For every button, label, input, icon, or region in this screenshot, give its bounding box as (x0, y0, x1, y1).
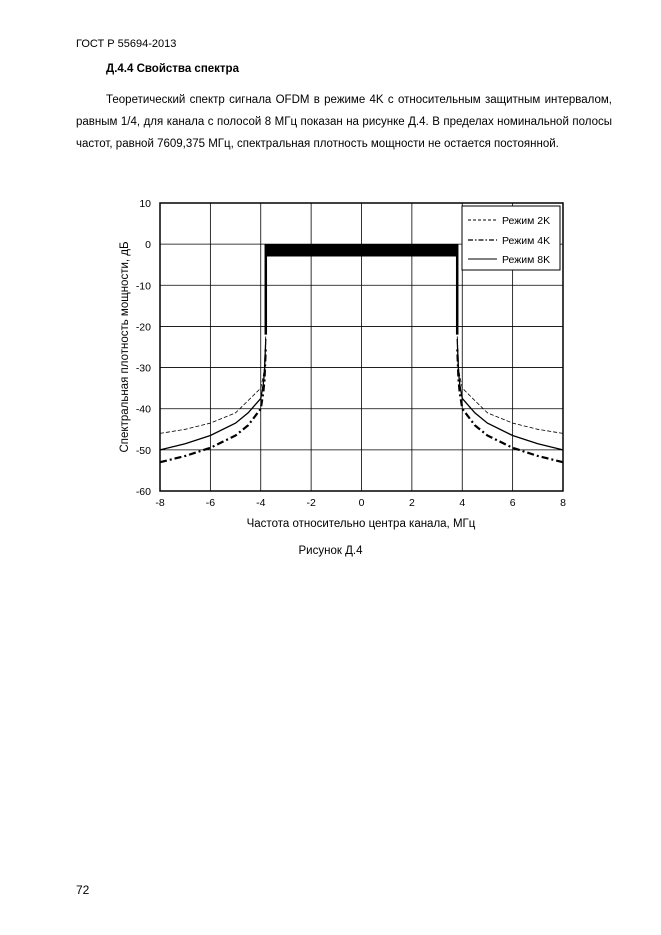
passband-block (266, 244, 457, 256)
x-tick-label: 2 (408, 497, 415, 509)
series-1-left-skirt (160, 347, 266, 462)
legend-label-2k: Режим 2K (502, 215, 551, 227)
x-tick-label: 4 (459, 497, 466, 509)
body-paragraph (76, 89, 612, 155)
y-tick-label: -40 (135, 403, 151, 416)
y-axis-label: Спектральная плотность мощности, дБ (119, 241, 131, 453)
y-tick-label: -20 (135, 321, 151, 334)
document-header: ГОСТ Р 55694-2013 (76, 38, 177, 50)
y-tick-label: 10 (139, 198, 151, 210)
x-axis-label: Частота относительно центра канала, МГц (246, 518, 476, 530)
y-tick-label: -50 (135, 444, 151, 457)
page-number: 72 (76, 883, 90, 897)
y-tick-label: -30 (135, 362, 151, 375)
figure-caption: Рисунок Д.4 (298, 545, 363, 557)
x-tick-label: 6 (509, 497, 516, 509)
paragraph-text: Теоретический спектр сигнала OFDM в режиме 4K с относительным защитным интервалом, равным 1/4, для канала с полосой 8 МГц показан на рисунке Д.4. В пределах номинальной полосы частот, равной 7609,375 МГц, спектральная плотность мощности не остается постоянной. (76, 94, 612, 150)
y-tick-label: 0 (145, 239, 151, 252)
x-tick-label: 0 (358, 497, 365, 509)
x-tick-label: -6 (205, 497, 216, 509)
x-tick-label: -2 (306, 497, 316, 509)
section-title: Д.4.4 Свойства спектра (106, 63, 239, 75)
x-tick-label: 8 (560, 497, 566, 509)
legend-label-4k: Режим 4K (502, 235, 551, 247)
spectrum-chart (110, 195, 580, 535)
series-2-right-skirt (457, 339, 563, 450)
y-tick-label: -60 (135, 486, 151, 498)
series-1-right-skirt (457, 347, 563, 462)
series-0-right-skirt (457, 335, 563, 434)
series-0-left-skirt (160, 335, 266, 434)
x-tick-label: -4 (256, 497, 266, 509)
series-2-left-skirt (160, 339, 266, 450)
y-tick-label: -10 (135, 280, 151, 293)
legend-label-8k: Режим 8K (502, 254, 551, 266)
legend (462, 206, 560, 270)
x-tick-label: -8 (155, 497, 165, 509)
